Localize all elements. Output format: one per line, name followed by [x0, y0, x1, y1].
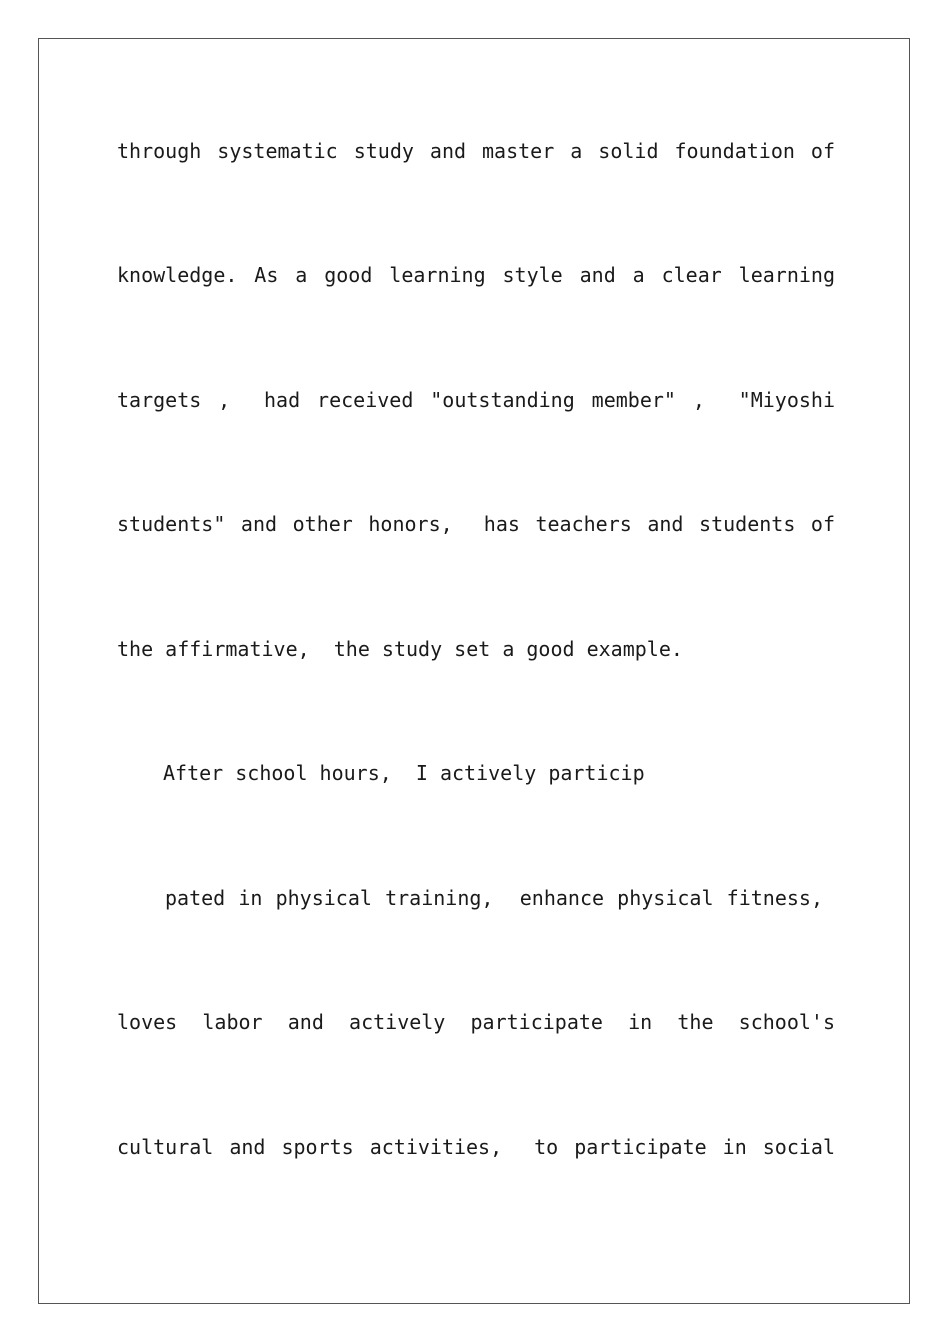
text-line-4: students" and other honors, has teachers and students of [117, 512, 835, 536]
text-line-3: targets , had received "outstanding member" , "Miyoshi [117, 388, 835, 412]
text-line-5: the affirmative, the study set a good example. [117, 637, 683, 661]
text-line-7: pated in physical training, enhance physical fitness, [165, 886, 823, 910]
document-page [38, 38, 910, 1304]
text-line-2: knowledge. As a good learning style and a clear learning [117, 263, 835, 287]
text-line-9: cultural and sports activities, to participate in social [117, 1135, 835, 1159]
text-line-8: loves labor and actively participate in the school's [117, 1010, 835, 1034]
text-line-1: through systematic study and master a solid foundation of [117, 139, 835, 163]
text-line-6: After school hours, I actively particip [163, 761, 645, 785]
